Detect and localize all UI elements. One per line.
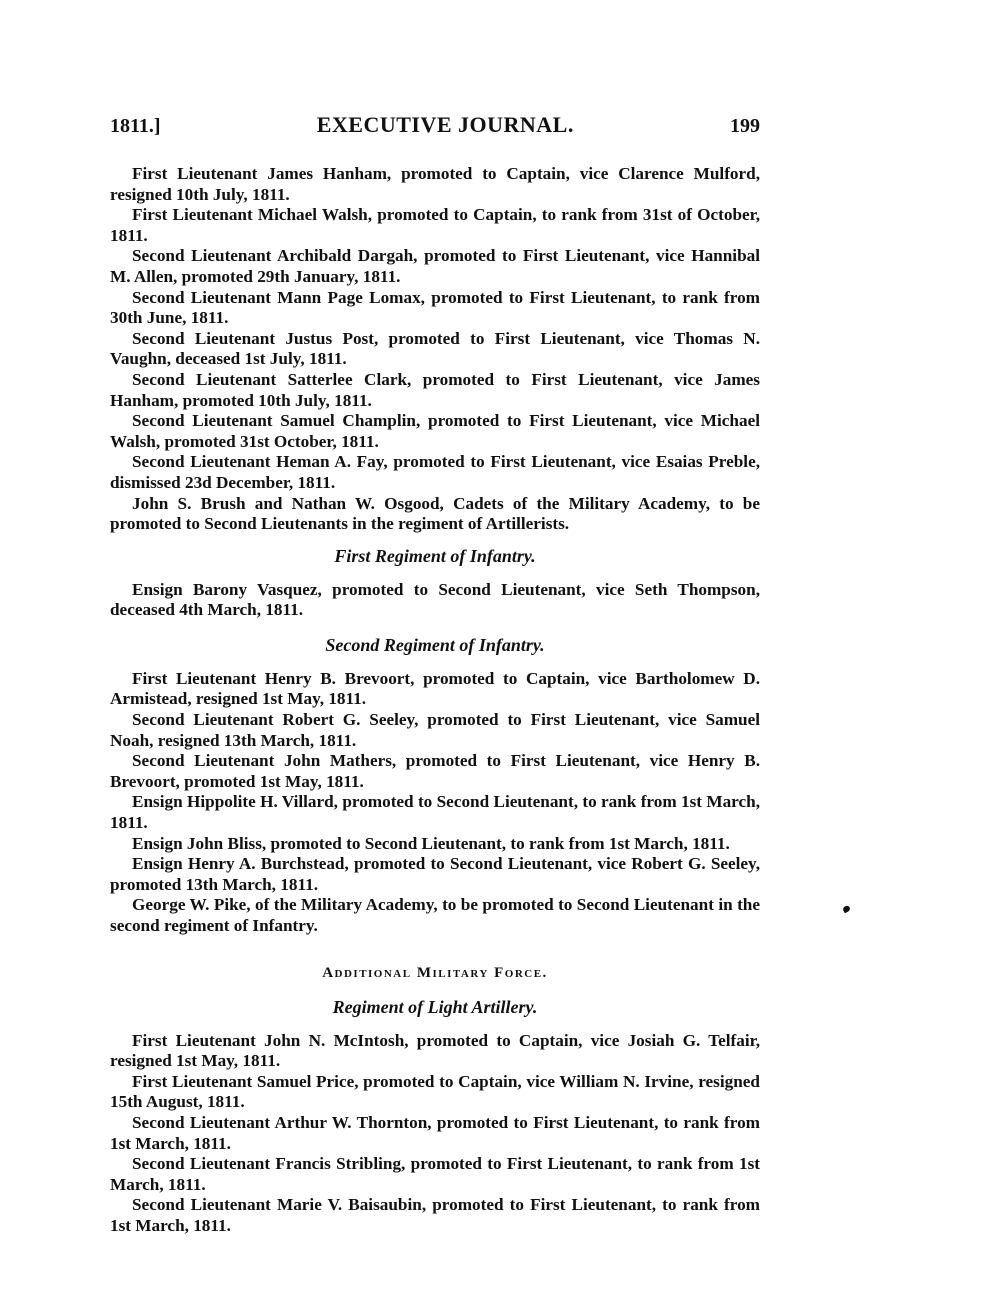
section-heading-second-infantry: Second Regiment of Infantry.: [325, 634, 545, 655]
entry: Second Lieutenant Heman A. Fay, promoted to First Lieutenant, vice Esaias Preble, dismissed 23d December, 1811.: [110, 452, 760, 492]
entry: Second Lieutenant Archibald Dargah, promoted to First Lieutenant, vice Hannibal M. Allen, promoted 29th January, 1811.: [110, 246, 760, 286]
entry: Ensign Henry A. Burchstead, promoted to Second Lieutenant, vice Robert G. Seeley, promoted 13th March, 1811.: [110, 854, 760, 894]
ink-blot-mark: [842, 905, 851, 914]
journal-page: [110, 112, 760, 1237]
entry: Second Lieutenant Mann Page Lomax, promoted to First Lieutenant, to rank from 30th June, 1811.: [110, 287, 760, 328]
entry: Second Lieutenant Samuel Champlin, promoted to First Lieutenant, vice Michael Walsh, promoted 31st October, 1811.: [110, 411, 760, 451]
entry: First Lieutenant Henry B. Brevoort, promoted to Captain, vice Bartholomew D. Armistead, resigned 1st May, 1811.: [110, 668, 760, 709]
entry: Ensign Barony Vasquez, promoted to Second Lieutenant, vice Seth Thompson, deceased 4th March, 1811.: [110, 579, 760, 620]
header-year: 1811.]: [110, 115, 161, 137]
entry: Ensign Hippolite H. Villard, promoted to Second Lieutenant, to rank from 1st March, 1811.: [110, 792, 760, 833]
entry: Second Lieutenant Robert G. Seeley, promoted to First Lieutenant, vice Samuel Noah, resigned 13th March, 1811.: [110, 710, 760, 750]
entry: Second Lieutenant Arthur W. Thornton, promoted to First Lieutenant, to rank from 1st March, 1811.: [110, 1112, 760, 1153]
additional-force-heading: Additional Military Force.: [322, 964, 548, 981]
header-title: EXECUTIVE JOURNAL.: [316, 112, 574, 137]
page-number: 199: [730, 115, 760, 137]
first-infantry-entries: [110, 580, 760, 621]
entry: First Lieutenant James Hanham, promoted to Captain, vice Clarence Mulford, resigned 10th July, 1811.: [110, 164, 760, 204]
running-head: [110, 112, 760, 142]
light-artillery-entries: [110, 1031, 760, 1237]
section-heading-first-infantry: First Regiment of Infantry.: [334, 545, 536, 566]
entry: Ensign John Bliss, promoted to Second Lieutenant, to rank from 1st March, 1811.: [132, 833, 730, 853]
entry: First Lieutenant John N. McIntosh, promoted to Captain, vice Josiah G. Telfair, resigned 1st May, 1811.: [110, 1030, 760, 1071]
entry: First Lieutenant Michael Walsh, promoted to Captain, to rank from 31st of October, 1811.: [110, 205, 760, 245]
entries-group-1: [110, 164, 760, 535]
section-heading-light-artillery: Regiment of Light Artillery.: [332, 996, 538, 1017]
entry: Second Lieutenant Satterlee Clark, promoted to First Lieutenant, vice James Hanham, promoted 10th July, 1811.: [110, 369, 760, 410]
entry: Second Lieutenant Francis Stribling, promoted to First Lieutenant, to rank from 1st March, 1811.: [110, 1154, 760, 1194]
entry: George W. Pike, of the Military Academy, to be promoted to Second Lieutenant in the second regiment of Infantry.: [110, 895, 760, 935]
second-infantry-entries: [110, 669, 760, 937]
entry: Second Lieutenant Justus Post, promoted to First Lieutenant, vice Thomas N. Vaughn, deceased 1st July, 1811.: [110, 328, 760, 369]
entry: John S. Brush and Nathan W. Osgood, Cadets of the Military Academy, to be promoted to Second Lieutenants in the regiment of Artillerists.: [110, 493, 760, 534]
entry: Second Lieutenant John Mathers, promoted to First Lieutenant, vice Henry B. Brevoort, promoted 1st May, 1811.: [110, 751, 760, 791]
entry: Second Lieutenant Marie V. Baisaubin, promoted to First Lieutenant, to rank from 1st March, 1811.: [110, 1195, 760, 1235]
entry: First Lieutenant Samuel Price, promoted to Captain, vice William N. Irvine, resigned 15th August, 1811.: [110, 1071, 760, 1112]
